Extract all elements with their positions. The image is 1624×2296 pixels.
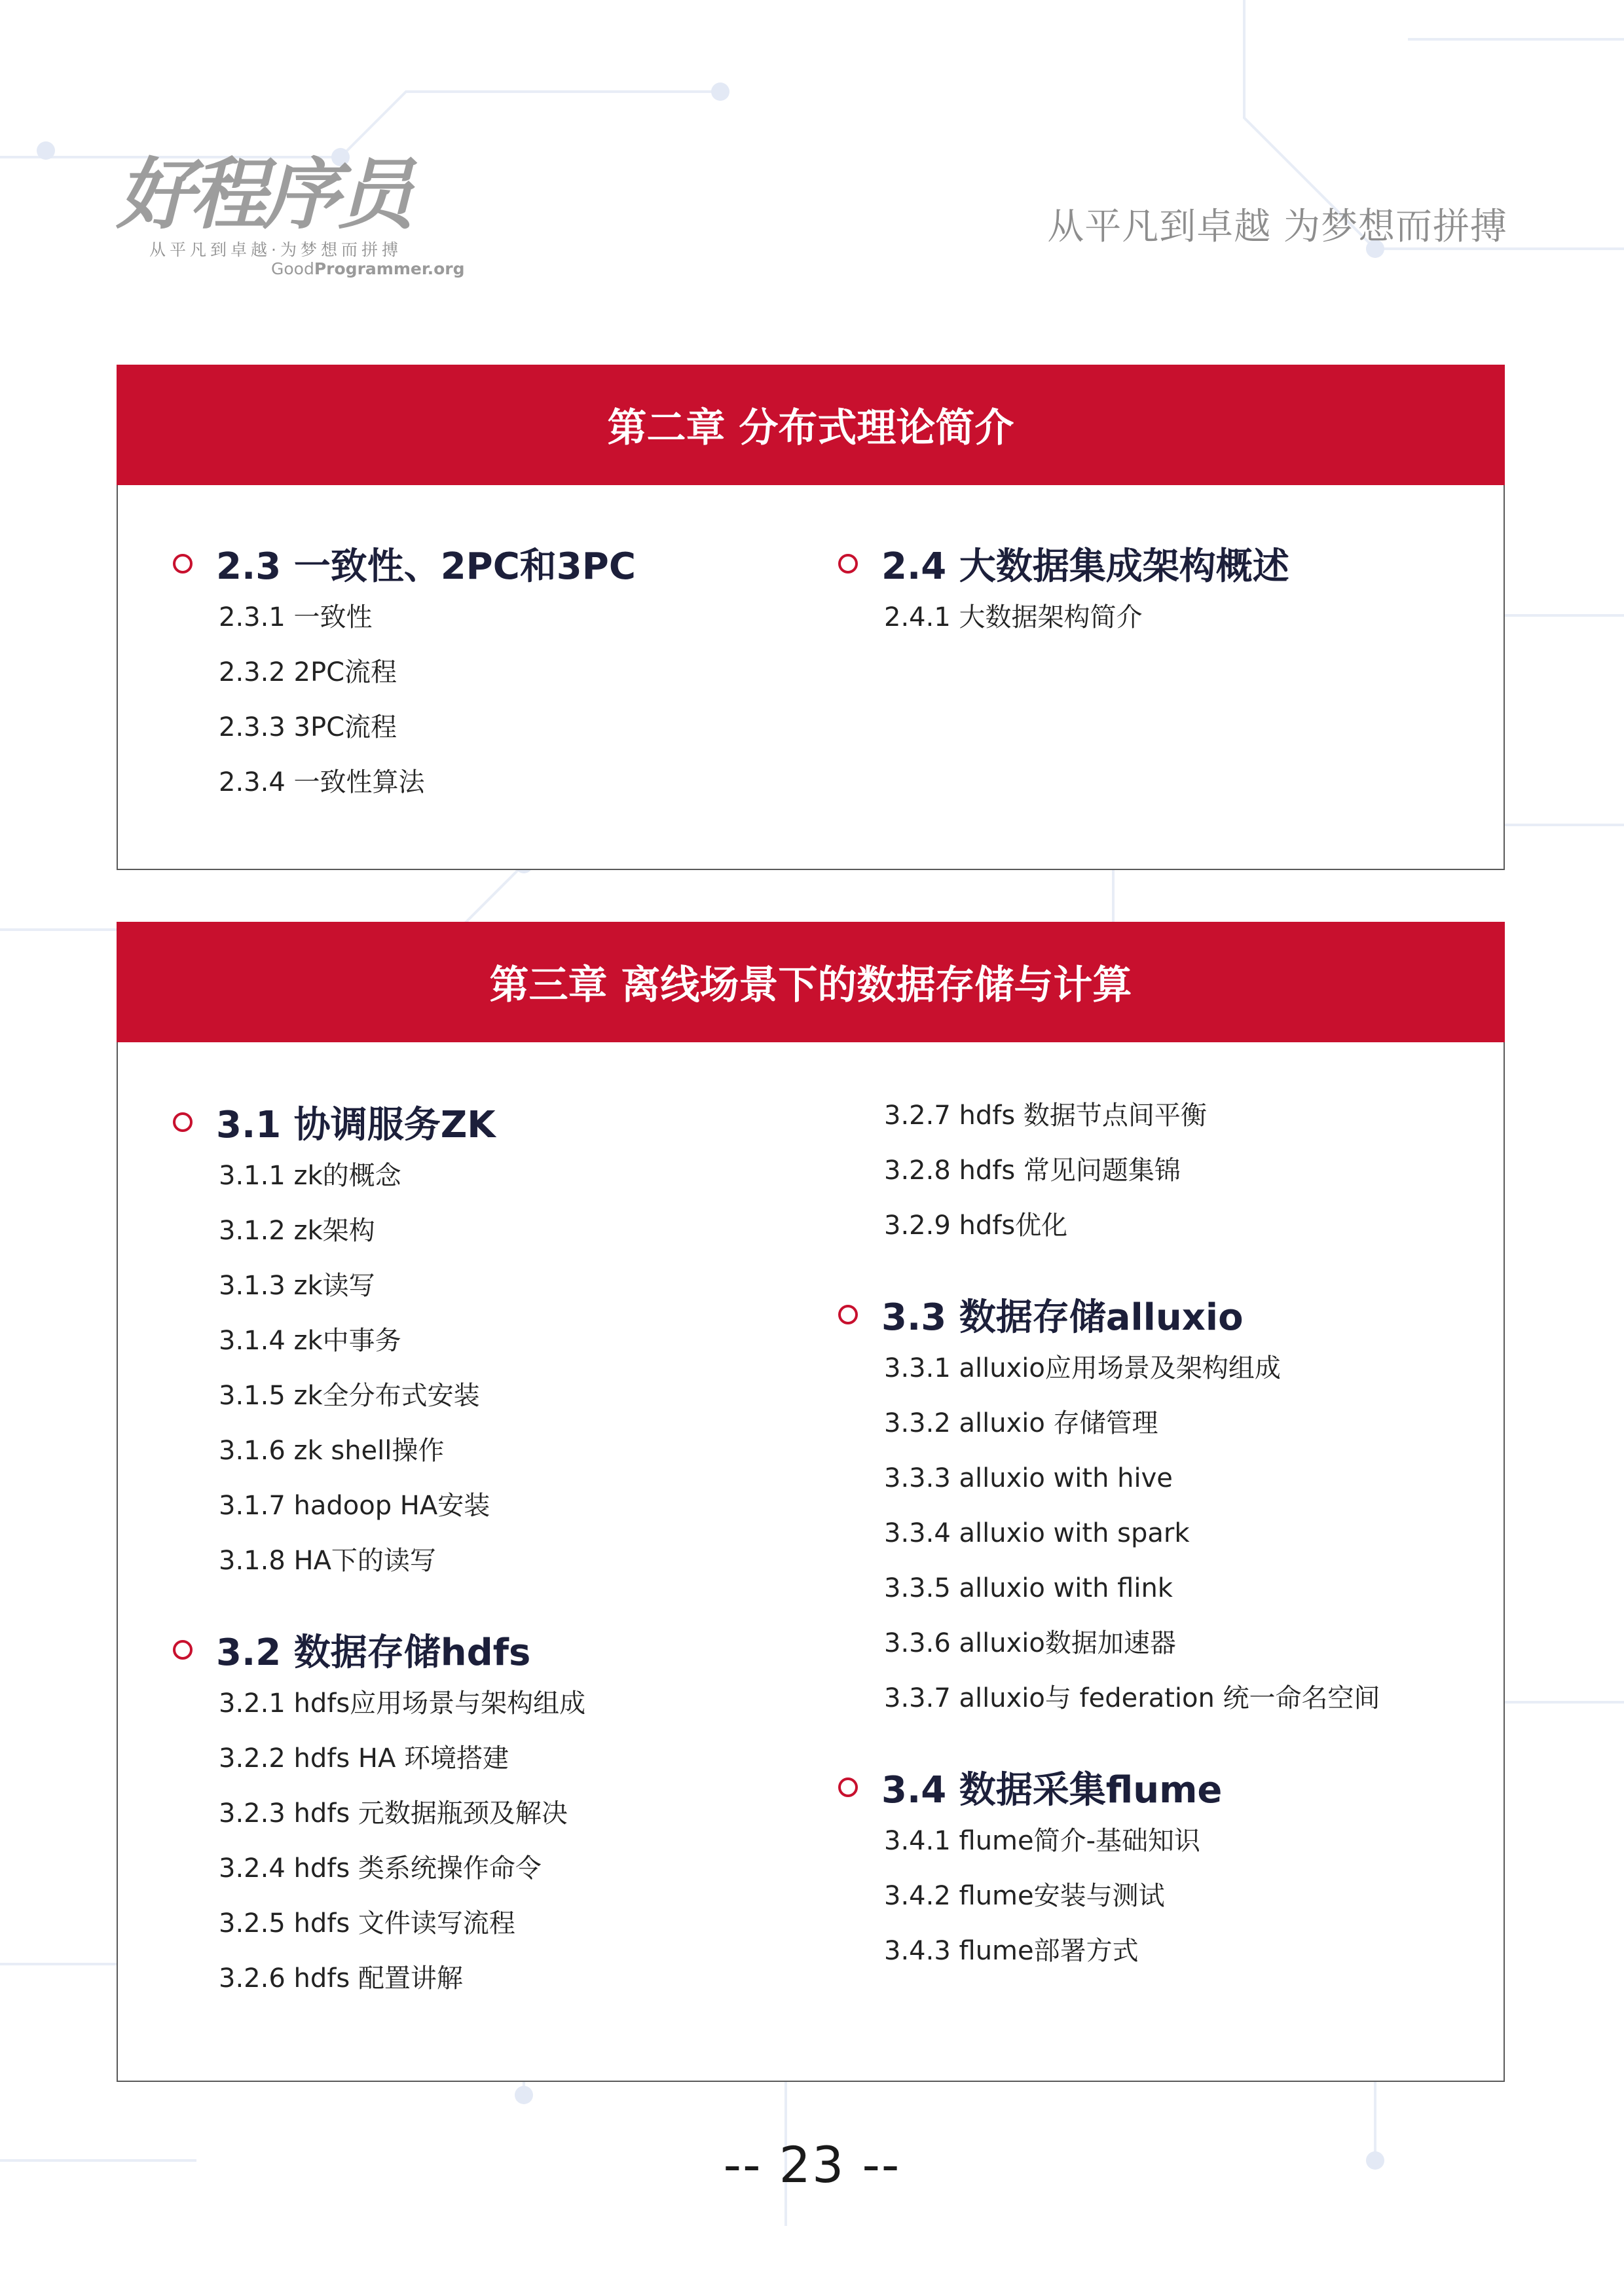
logo-url-light: Good: [271, 259, 314, 278]
circle-outline-icon: [838, 1305, 858, 1324]
section-heading: [173, 1624, 585, 1676]
page-number: -- 23 --: [723, 2136, 901, 2194]
subsection-list: [173, 1676, 585, 2006]
subsection-list: [838, 1813, 1380, 1978]
list-item: 3.1.2 zk架构: [219, 1216, 375, 1246]
list-item: 3.4.1 flume简介-基础知识: [884, 1826, 1201, 1856]
list-item: 3.2.4 hdfs 类系统操作命令: [219, 1853, 542, 1884]
list-item: 2.4.1 大数据架构简介: [884, 602, 1143, 632]
list-item: 3.3.3 alluxio with hive: [884, 1463, 1173, 1493]
section-heading: [838, 538, 1289, 590]
list-item: 3.3.7 alluxio与 federation 统一命名空间: [884, 1683, 1380, 1713]
section-heading: [173, 538, 636, 590]
logo-wordmark: 好程序员: [117, 149, 411, 240]
list-item: 3.2.8 hdfs 常见问题集锦: [884, 1156, 1181, 1186]
section-title: 3.1 协调服务ZK: [216, 1104, 496, 1146]
section-title: 3.4 数据采集flume: [881, 1769, 1223, 1812]
logo-url-bold: Programmer.org: [314, 259, 465, 278]
list-item: 3.2.9 hdfs优化: [884, 1211, 1068, 1241]
section-spacer: [173, 1588, 585, 1624]
chapter-title: 第三章 离线场景下的数据存储与计算: [117, 922, 1505, 1042]
list-item: 2.3.2 2PC流程: [219, 657, 397, 687]
subsection-list: [173, 590, 636, 810]
list-item: 3.3.4 alluxio with spark: [884, 1518, 1190, 1548]
list-item: 3.3.1 alluxio应用场景及架构组成: [884, 1353, 1281, 1383]
brand-logo: [117, 149, 465, 283]
header-slogan: 从平凡到卓越 为梦想而拼搏: [1047, 206, 1507, 248]
list-item: 3.4.2 flume安装与测试: [884, 1881, 1165, 1911]
subsection-list: [173, 1148, 585, 1588]
section-title: 3.3 数据存储alluxio: [881, 1296, 1244, 1339]
circle-outline-icon: [173, 1640, 193, 1660]
list-item: 3.2.1 hdfs应用场景与架构组成: [219, 1688, 586, 1719]
list-item: 3.3.5 alluxio with flink: [884, 1573, 1173, 1603]
subsection-list: [838, 590, 1289, 645]
list-item: 3.3.6 alluxio数据加速器: [884, 1628, 1176, 1658]
list-item: 3.1.6 zk shell操作: [219, 1436, 445, 1466]
chapter-2-right-column: [838, 538, 1289, 645]
circle-outline-icon: [838, 554, 858, 574]
chapter-3-right-column: [838, 1088, 1380, 1978]
section-title: 2.4 大数据集成架构概述: [881, 545, 1289, 588]
circle-outline-icon: [173, 554, 193, 574]
list-item: 3.4.3 flume部署方式: [884, 1936, 1139, 1966]
chapter-3-left-column: [173, 1096, 585, 2006]
list-item: 3.2.6 hdfs 配置讲解: [219, 1963, 463, 1994]
subsection-list-continued: [838, 1088, 1380, 1253]
list-item: 3.1.8 HA下的读写: [219, 1546, 436, 1576]
logo-tagline: 从平凡到卓越·为梦想而拼搏: [149, 240, 402, 259]
list-item: 2.3.1 一致性: [219, 602, 373, 632]
section-heading: [838, 1288, 1380, 1341]
list-item: 3.2.2 hdfs HA 环境搭建: [219, 1743, 509, 1774]
list-item: 3.2.5 hdfs 文件读写流程: [219, 1908, 515, 1939]
section-heading: [173, 1096, 585, 1148]
section-title: 2.3 一致性、2PC和3PC: [216, 545, 636, 588]
list-item: 3.1.3 zk读写: [219, 1271, 375, 1301]
section-title: 3.2 数据存储hdfs: [216, 1631, 531, 1674]
chapter-title: 第二章 分布式理论简介: [117, 365, 1505, 485]
subsection-list: [838, 1341, 1380, 1726]
chapter-box-3: [117, 922, 1505, 2082]
list-item: 3.1.4 zk中事务: [219, 1326, 401, 1356]
list-item: 3.1.1 zk的概念: [219, 1161, 401, 1191]
list-item: 2.3.4 一致性算法: [219, 767, 425, 797]
circle-outline-icon: [838, 1777, 858, 1797]
list-item: 3.1.5 zk全分布式安装: [219, 1381, 480, 1411]
logo-url: [271, 259, 464, 278]
list-item: 3.2.3 hdfs 元数据瓶颈及解决: [219, 1798, 568, 1829]
list-item: 3.1.7 hadoop HA安装: [219, 1491, 490, 1521]
list-item: 3.2.7 hdfs 数据节点间平衡: [884, 1101, 1207, 1131]
chapter-box-2: [117, 365, 1505, 870]
section-heading: [838, 1761, 1380, 1813]
list-item: 3.3.2 alluxio 存储管理: [884, 1408, 1158, 1438]
section-spacer: [838, 1726, 1380, 1761]
list-item: 2.3.3 3PC流程: [219, 712, 397, 742]
chapter-2-left-column: [173, 538, 636, 810]
section-spacer: [838, 1253, 1380, 1288]
circle-outline-icon: [173, 1112, 193, 1132]
